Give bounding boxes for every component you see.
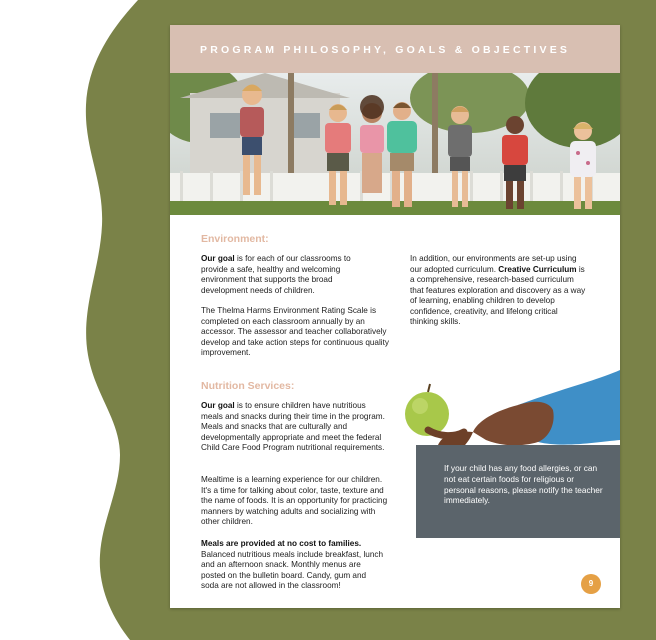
allergy-callout-box (416, 445, 620, 538)
curriculum-pre: In addition, our environments are set-up using our adopted curriculum. (410, 254, 577, 274)
nutrition-heading: Nutrition Services: (201, 380, 295, 392)
environment-goal-text: is for each of our classrooms to provide a safe, healthy and welcoming environment that supports the broad development needs of children. (201, 254, 351, 295)
nutrition-goal-lead: Our goal (201, 401, 235, 410)
environment-goal-lead: Our goal (201, 254, 235, 263)
allergy-callout-text: If your child has any food allergies, or can not eat certain foods for religious or personal reasons, please notify the teacher immediately. (444, 463, 603, 506)
children-running-photo (170, 73, 620, 215)
environment-goal-paragraph (201, 254, 379, 296)
environment-rating-paragraph: The Thelma Harms Environment Rating Scale is completed on each classroom annually by an accessor. The assessor and teacher collaboratively develop and take action steps for continuous quality improvement. (201, 306, 389, 357)
nutrition-goal-paragraph (201, 401, 386, 454)
document-page (170, 25, 620, 608)
environment-heading: Environment: (201, 233, 269, 245)
curriculum-post: is a comprehensive, research-based curriculum that features exploration and discovery as a way of learning, enabling children to develop confidence, creativity, and lifelong critical thinking skills. (410, 264, 586, 326)
meals-paragraph (201, 539, 386, 592)
page-title: PROGRAM PHILOSOPHY, GOALS & OBJECTIVES (200, 44, 571, 56)
header-banner (170, 25, 620, 73)
page-number-badge: 9 (581, 574, 601, 594)
meals-text: Balanced nutritious meals include breakfast, lunch and an afternoon snack. Monthly menus are posted on the bulletin board. Candy, gum and soda are not allowed in the classroom! (201, 549, 384, 590)
meals-lead: Meals are provided at no cost to families. (201, 539, 362, 548)
curriculum-bold: Creative Curriculum (498, 264, 577, 274)
nutrition-goal-text: is to ensure children have nutritious meals and snacks during their time in the program. Meals and snacks that are culturally and developmentally appropriate and meet the federal Child Care Food Program nutritional requirements. (201, 401, 385, 452)
mealtime-paragraph: Mealtime is a learning experience for our children. It's a time for talking about color, taste, texture and the name of foods. It is an opportunity for practicing manners by watching adults and socializing with other children. (201, 475, 388, 526)
curriculum-paragraph (410, 254, 588, 328)
